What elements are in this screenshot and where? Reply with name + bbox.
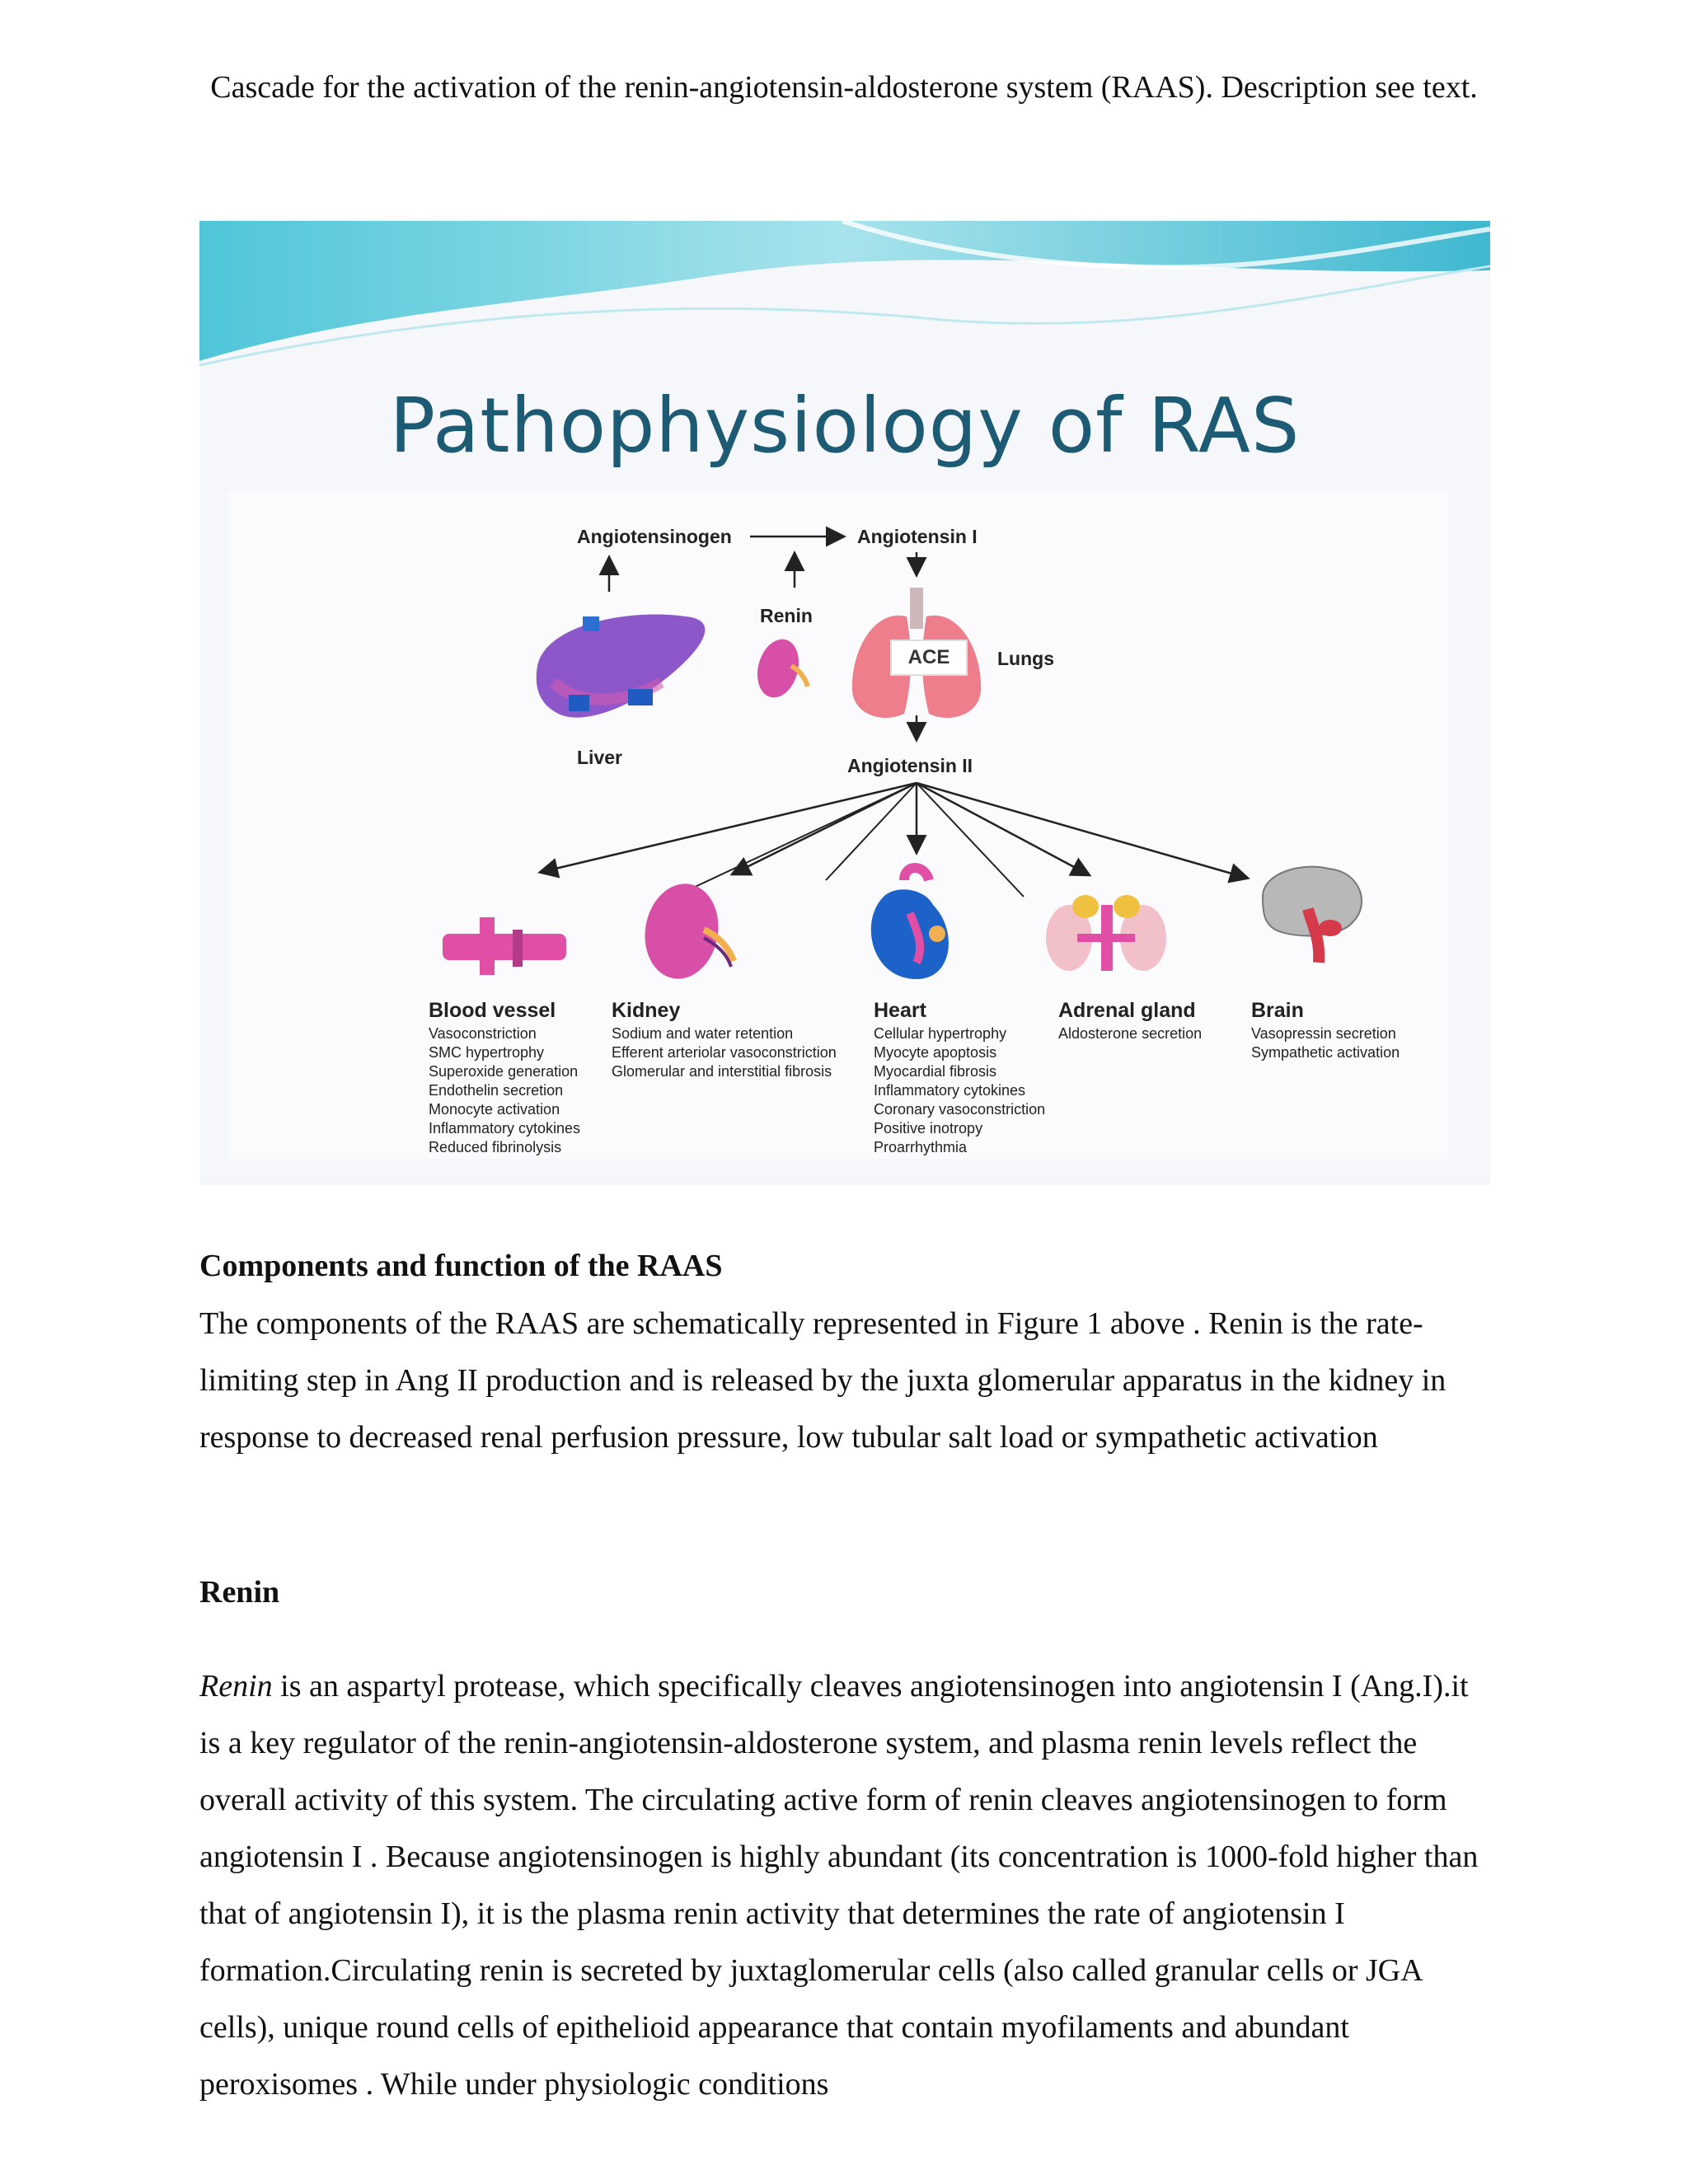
effect-item: Inflammatory cytokines (874, 1082, 1026, 1099)
label-liver: Liver (577, 747, 622, 768)
effect-item: Cellular hypertrophy (874, 1025, 1007, 1042)
organ-adrenal-gland (1058, 999, 1202, 1043)
wave-banner (199, 221, 1490, 365)
paragraph-renin (199, 1658, 1493, 2113)
effect-item: Coronary vasoconstriction (874, 1101, 1046, 1118)
effect-item: Inflammatory cytokines (429, 1120, 581, 1137)
label-angiotensin-ii: Angiotensin II (847, 755, 973, 776)
figure-title: Pathophysiology of RAS (389, 382, 1301, 470)
label-renin: Renin (760, 605, 813, 626)
organ-name: Brain (1251, 999, 1304, 1022)
effect-item: Monocyte activation (429, 1101, 560, 1118)
organ-name: Kidney (612, 999, 681, 1022)
section-heading-components: Components and function of the RAAS (199, 1249, 723, 1283)
paragraph-text: The components of the RAAS are schematically represented in Figure 1 above . Renin is the rate-limiting step in Ang II production and is released by the juxta glomerular apparatus in the kidney in response to decreased renal perfusion pressure, low tubular salt load or sympathetic activation (199, 1306, 1447, 1455)
renin-italic-term: Renin (199, 1669, 273, 1704)
label-angiotensin-i: Angiotensin I (857, 526, 978, 547)
effect-item: Sympathetic activation (1251, 1044, 1400, 1061)
effects-list (1251, 1024, 1400, 1062)
ras-figure (199, 221, 1490, 1185)
effect-item: Positive inotropy (874, 1120, 983, 1137)
paragraph-text (199, 1658, 1493, 2113)
figure-caption: Cascade for the activation of the renin-angiotensin-aldosterone system (RAAS). Description see text. (210, 70, 1478, 105)
adrenal-gland-icon (1046, 895, 1166, 971)
organ-brain (1251, 999, 1400, 1062)
effect-item: Superoxide generation (429, 1063, 579, 1080)
effect-item: SMC hypertrophy (429, 1044, 545, 1061)
effects-list (874, 1024, 1045, 1157)
organ-heart (874, 999, 1045, 1157)
label-lungs: Lungs (997, 648, 1054, 669)
effect-item: Vasopressin secretion (1251, 1025, 1396, 1042)
organ-name: Heart (874, 999, 926, 1022)
effect-item: Glomerular and interstitial fibrosis (612, 1063, 832, 1080)
effect-item: Reduced fibrinolysis (429, 1139, 562, 1155)
effect-item: Vasoconstriction (429, 1025, 537, 1042)
label-angiotensinogen: Angiotensinogen (577, 526, 732, 547)
organ-name: Blood vessel (429, 999, 556, 1022)
organ-name: Adrenal gland (1058, 999, 1196, 1022)
effect-item: Endothelin secretion (429, 1082, 564, 1099)
effect-item: Aldosterone secretion (1058, 1025, 1203, 1042)
effect-item: Efferent arteriolar vasoconstriction (612, 1044, 837, 1061)
section-heading-renin: Renin (199, 1575, 280, 1610)
effect-item: Sodium and water retention (612, 1025, 794, 1042)
effect-item: Myocardial fibrosis (874, 1063, 997, 1080)
ace-box: ACE (890, 640, 968, 676)
effects-list (612, 1024, 837, 1081)
organ-blood-vessel (429, 999, 580, 1157)
effect-item: Proarrhythmia (874, 1139, 968, 1155)
effects-list (1058, 1024, 1202, 1043)
effects-list (429, 1024, 580, 1157)
paragraph-components (199, 1296, 1493, 1466)
effect-item: Myocyte apoptosis (874, 1044, 997, 1061)
renin-body-text: is an aspartyl protease, which specifically cleaves angiotensinogen into angiotensin I (Ang.I).it is a key regulator of the renin-angiotensin-aldosterone system, and plasma renin levels reflect the overall activity of this system. The circulating active form of renin cleaves angiotensinogen to form angiotensin I . Because angiotensinogen is highly abundant (its concentration is 1000-fold higher than that of angiotensin I), it is the plasma renin activity that determines the rate of angiotensin I formation.Circulating renin is secreted by juxtaglomerular cells (also called granular cells or JGA cells), unique round cells of epithelioid appearance that contain myofilaments and abundant peroxisomes . While under physiologic conditions (199, 1669, 1479, 2102)
organ-kidney (612, 999, 837, 1081)
